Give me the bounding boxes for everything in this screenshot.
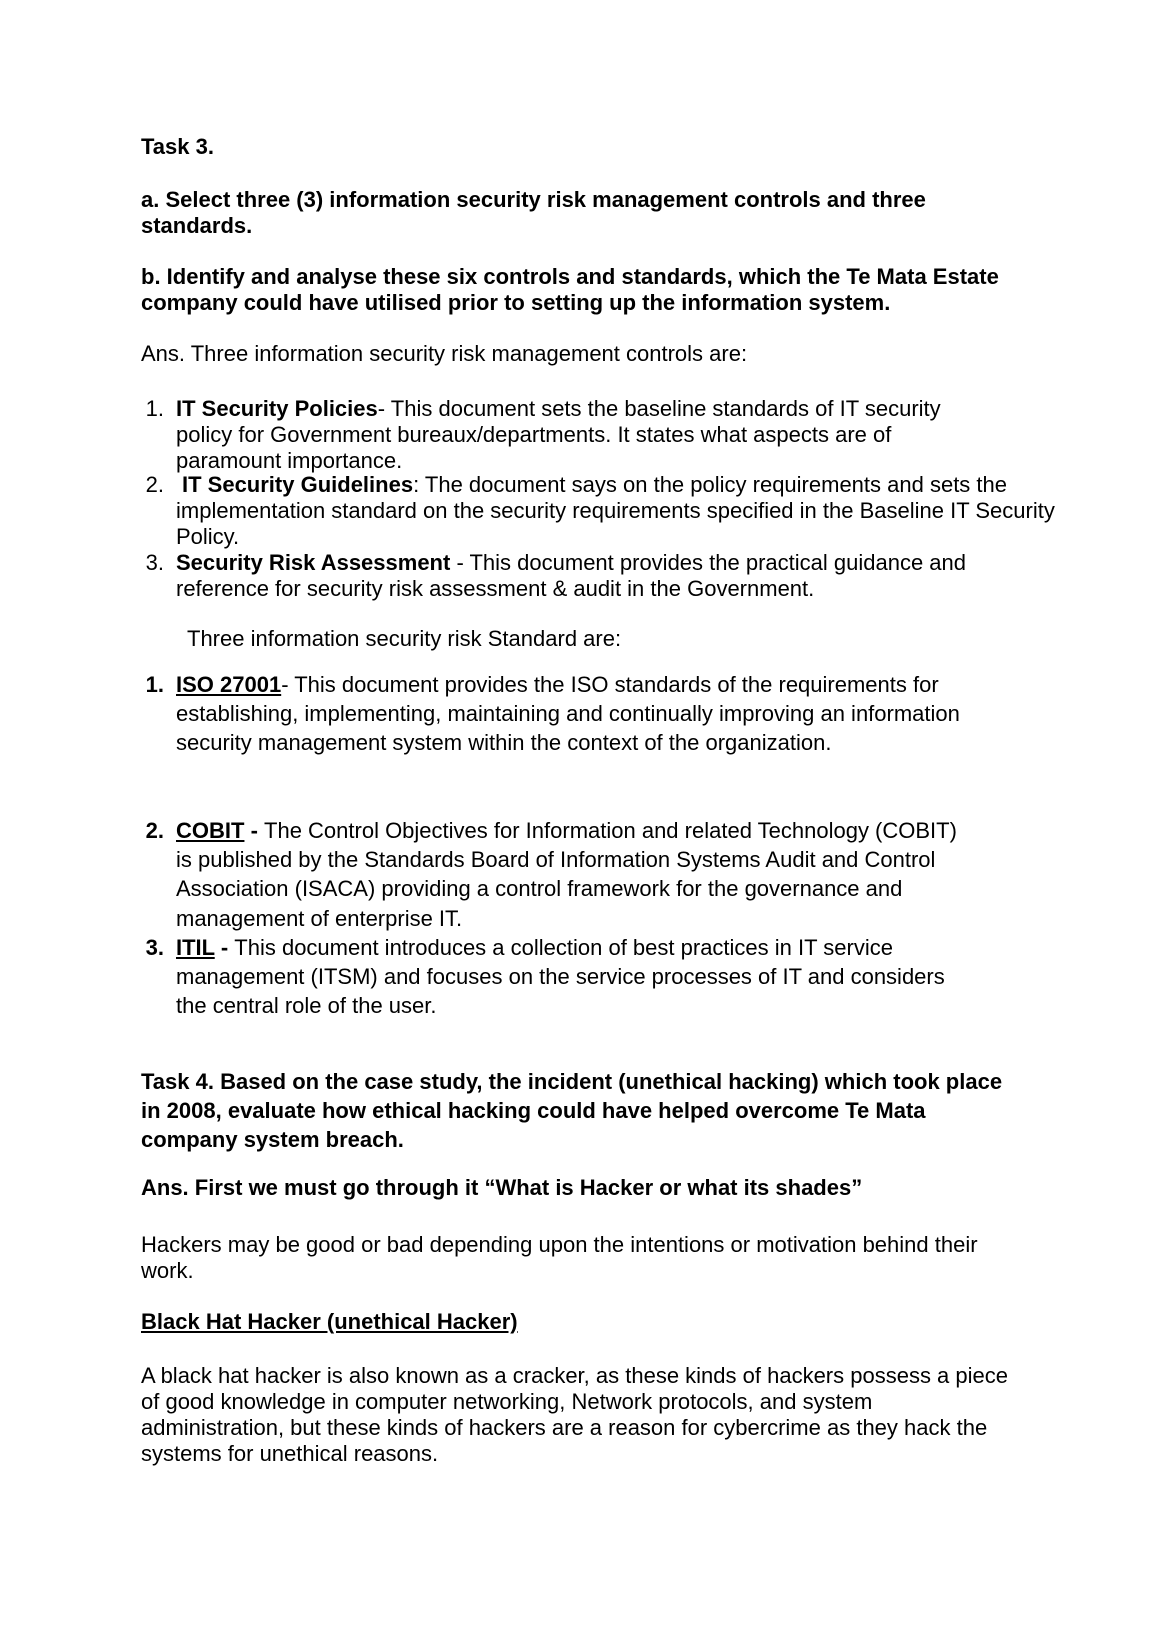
control-item-2 [145,472,1056,550]
task3-answer-intro: Ans. Three information security risk management controls are: [141,341,748,366]
standards-intro: Three information security risk Standard are: [187,626,622,651]
control-separator: : [413,472,425,497]
control-term: IT Security Policies [176,396,378,421]
standard-term: COBIT [176,818,245,843]
control-term: IT Security Guidelines [182,472,414,497]
task4-intro-paragraph: Hackers may be good or bad depending upon the intentions or motivation behind their work. [141,1232,978,1283]
standard-term: ITIL [176,935,215,960]
control-item-3 [145,550,996,602]
standard-number: 1. [145,672,164,697]
control-separator: - [450,550,470,575]
control-term: Security Risk Assessment [176,550,451,575]
task3-title: Task 3. [141,134,214,159]
task3-question-a: a. Select three (3) information security risk management controls and three standards. [141,187,926,238]
control-text: This document provides the practical guidance and reference for security risk assessment & audit in the Government. [176,550,966,601]
standard-item-1 [145,670,976,758]
task4-answer-heading: Ans. First we must go through it “What is Hacker or what its shades” [141,1175,863,1200]
control-separator: - [377,396,391,421]
standard-text: The Control Objectives for Information and related Technology (COBIT) is published by the Standards Board of Information Systems Audit and Control Association (ISACA) providing a control framework for the governance and management of enterprise IT. [176,818,957,931]
standard-text: This document introduces a collection of best practices in IT service management (ITSM) and focuses on the service processes of IT and considers the central role of the user. [176,935,945,1019]
control-item-1 [145,396,966,474]
standard-separator: - [281,672,295,697]
task4-question: Task 4. Based on the case study, the incident (unethical hacking) which took place in 2008, evaluate how ethical hacking could have helped overcome Te Mata company system breach. [141,1069,1003,1153]
standard-term: ISO 27001 [176,672,282,697]
standard-separator: - [244,818,265,843]
task3-question-b: b. Identify and analyse these six controls and standards, which the Te Mata Estate company could have utilised prior to setting up the information system. [141,264,999,315]
standard-number: 2. [145,818,164,843]
black-hat-heading: Black Hat Hacker (unethical Hacker) [141,1309,518,1334]
control-text: The document says on the policy requirements and sets the implementation standard on the security requirements specified in the Baseline IT Security Policy. [176,472,1055,549]
standard-number: 3. [145,935,164,960]
standard-text: This document provides the ISO standards of the requirements for establishing, implementing, maintaining and continually improving an information security management system within the context of the organization. [176,672,960,756]
control-text: This document sets the baseline standards of IT security policy for Government bureaux/departments. It states what aspects are of paramount importance. [176,396,941,473]
standard-separator: - [214,935,235,960]
control-number: 3. [145,550,164,575]
black-hat-paragraph: A black hat hacker is also known as a cracker, as these kinds of hackers possess a piece of good knowledge in computer networking, Network protocols, and system administration, but these kinds of hackers are a reason for cybercrime as they hack the systems for unethical reasons. [141,1363,1009,1466]
control-number: 2. [145,472,164,497]
standard-item-3 [145,933,966,1021]
control-number: 1. [145,396,164,421]
standard-item-2 [145,816,976,933]
